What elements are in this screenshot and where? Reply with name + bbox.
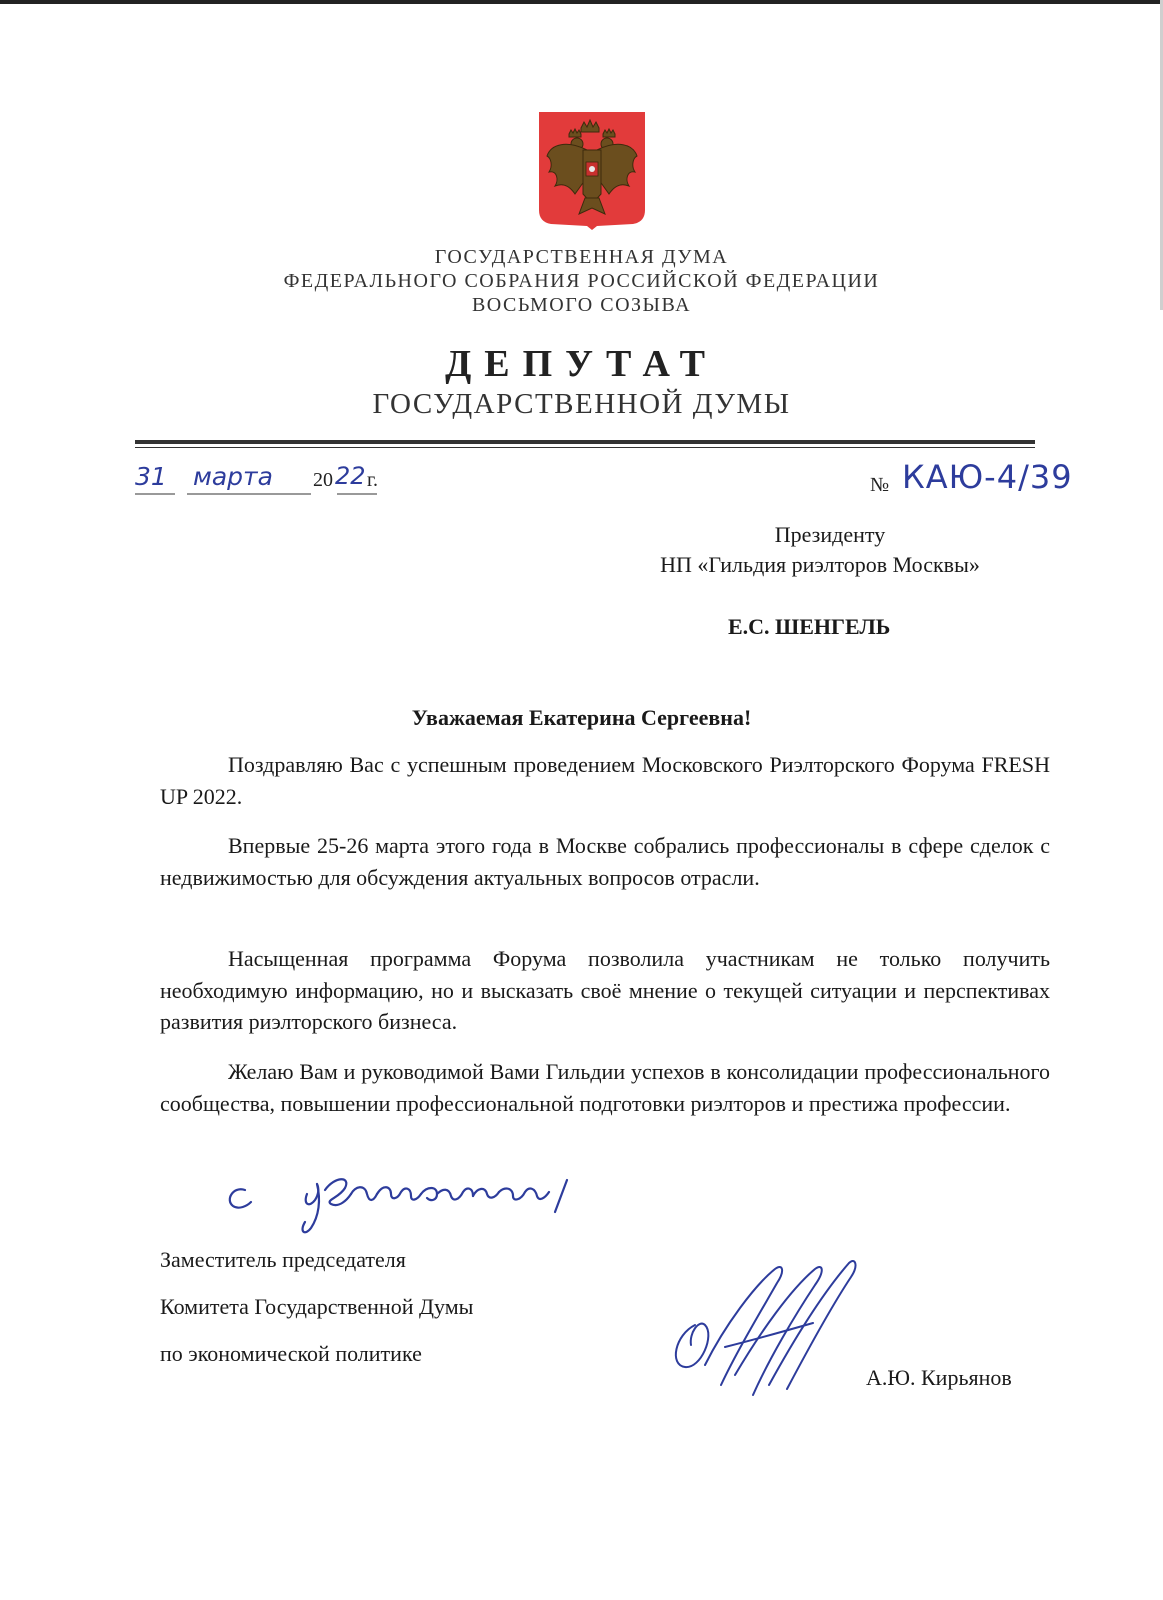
addressee-line-2: НП «Гильдия риэлторов Москвы» — [660, 552, 980, 577]
scan-edge-top — [0, 0, 1163, 4]
title-main: ДЕПУТАТ — [445, 343, 718, 385]
date-day: 31 — [135, 462, 167, 491]
greeting: Уважаемая Екатерина Сергеевна! — [411, 705, 752, 730]
handwritten-regards — [215, 1160, 635, 1240]
date-year: 22 — [335, 462, 366, 490]
paragraph-2: Впервые 25-26 марта этого года в Москве собрались профессионалы в сфере сделок с недвижимостью для обсуждения актуальных вопросов отрасли. — [160, 833, 1050, 890]
paragraph-3: Насыщенная программа Форума позволила участникам не только получить необходимую информацию, но и высказать своё мнение о текущей ситуации и перспективах развития риэлторского бизнеса. — [160, 946, 1050, 1034]
number-value: КАЮ-4/39 — [902, 458, 1073, 496]
date-underline — [135, 492, 395, 496]
number-sign: № — [870, 474, 890, 496]
divider-thin — [135, 447, 1035, 448]
addressee-line-1: Президенту — [774, 522, 886, 547]
date-year-suffix: г. — [367, 469, 378, 491]
header-line-3: ВОСЬМОГО СОЗЫВА — [471, 294, 692, 316]
handwritten-signature — [665, 1255, 875, 1415]
signatory-position-3: по экономической политике — [160, 1341, 422, 1366]
date-month: марта — [193, 462, 273, 491]
divider-thick — [135, 440, 1035, 444]
date-year-prefix: 20 — [313, 469, 333, 491]
letter-number — [870, 458, 1073, 502]
signatory-name: А.Ю. Кирьянов — [866, 1365, 1012, 1390]
header-line-2: ФЕДЕРАЛЬНОГО СОБРАНИЯ РОССИЙСКОЙ ФЕДЕРАЦИИ — [283, 270, 880, 292]
coat-of-arms-icon — [537, 110, 647, 230]
addressee-name: Е.С. ШЕНГЕЛЬ — [728, 614, 891, 639]
header-line-1: ГОСУДАРСТВЕННАЯ ДУМА — [434, 246, 729, 268]
title-sub: ГОСУДАРСТВЕННОЙ ДУМЫ — [372, 388, 791, 420]
signatory-position-1: Заместитель председателя — [160, 1247, 406, 1272]
paragraph-1: Поздравляю Вас с успешным проведением Московского Риэлторского Форума FRESH UP 2022. — [160, 752, 1050, 809]
letter-date — [135, 462, 435, 502]
signatory-position-2: Комитета Государственной Думы — [160, 1294, 474, 1319]
paragraph-4: Желаю Вам и руководимой Вами Гильдии успехов в консолидации профессионального сообщества, повышении профессиональной подготовки риэлторов и престижа профессии. — [160, 1059, 1050, 1116]
